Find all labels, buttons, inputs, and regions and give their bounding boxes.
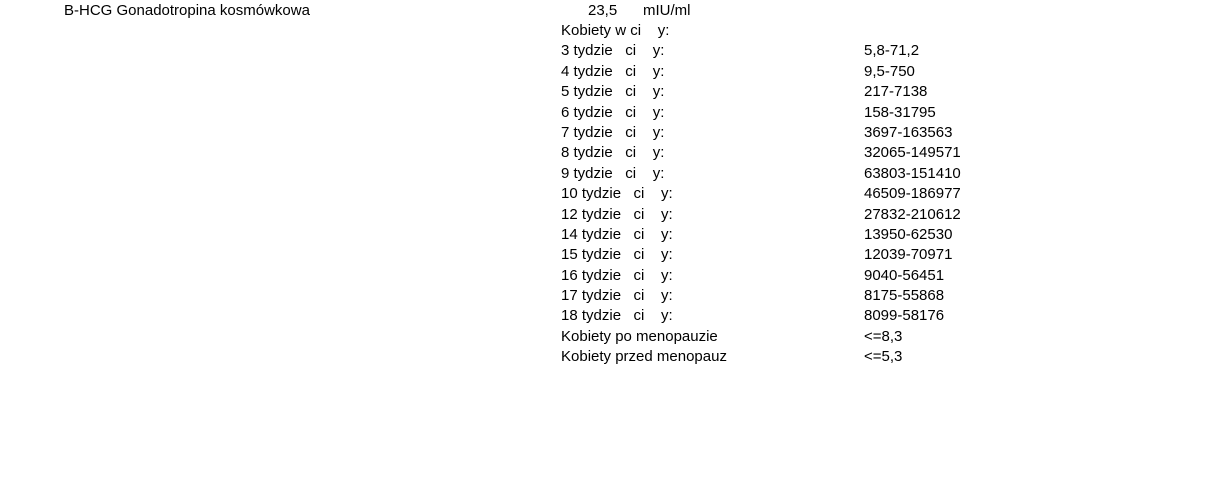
range-value: 12039-70971 bbox=[864, 246, 953, 264]
range-row bbox=[561, 124, 1021, 144]
range-row bbox=[561, 287, 1021, 307]
range-row bbox=[561, 328, 1021, 348]
range-label: 14 tydzie ci y: bbox=[561, 225, 673, 243]
range-row bbox=[561, 42, 1021, 62]
range-row bbox=[561, 206, 1021, 226]
range-value: 46509-186977 bbox=[864, 185, 961, 203]
range-value: 9040-56451 bbox=[864, 266, 945, 284]
range-value: 3697-163563 bbox=[864, 123, 953, 141]
range-value: 63803-151410 bbox=[864, 164, 961, 182]
range-row bbox=[561, 22, 1021, 42]
range-label: 8 tydzie ci y: bbox=[561, 144, 665, 162]
range-value: 13950-62530 bbox=[864, 225, 953, 243]
range-row bbox=[561, 83, 1021, 103]
reference-ranges-list bbox=[561, 22, 1021, 369]
range-label: 5 tydzie ci y: bbox=[561, 83, 665, 101]
range-label: 4 tydzie ci y: bbox=[561, 62, 665, 80]
result-unit: mIU/ml bbox=[643, 2, 691, 19]
result-value: 23,5 bbox=[588, 2, 618, 19]
range-label: Kobiety po menopauzie bbox=[561, 327, 718, 345]
range-label: 7 tydzie ci y: bbox=[561, 123, 665, 141]
range-label: 10 tydzie ci y: bbox=[561, 185, 673, 203]
range-value: 27832-210612 bbox=[864, 205, 961, 223]
range-row bbox=[561, 348, 1021, 368]
range-value: 8099-58176 bbox=[864, 307, 945, 325]
range-label: 12 tydzie ci y: bbox=[561, 205, 673, 223]
range-row bbox=[561, 63, 1021, 83]
range-value: 217-7138 bbox=[864, 83, 928, 101]
range-value: <=5,3 bbox=[864, 348, 903, 366]
range-label: 15 tydzie ci y: bbox=[561, 246, 673, 264]
range-label: 17 tydzie ci y: bbox=[561, 287, 673, 305]
range-row bbox=[561, 144, 1021, 164]
range-label: 6 tydzie ci y: bbox=[561, 103, 665, 121]
range-label: 18 tydzie ci y: bbox=[561, 307, 673, 325]
range-row bbox=[561, 165, 1021, 185]
range-label: Kobiety przed menopauz bbox=[561, 348, 727, 366]
range-value: 8175-55868 bbox=[864, 287, 945, 305]
range-label: Kobiety w ci y: bbox=[561, 22, 670, 39]
range-value: 9,5-750 bbox=[864, 62, 915, 80]
test-name: B-HCG Gonadotropina kosmówkowa bbox=[64, 2, 310, 19]
range-row bbox=[561, 226, 1021, 246]
range-row bbox=[561, 104, 1021, 124]
range-value: 5,8-71,2 bbox=[864, 42, 920, 60]
range-row bbox=[561, 267, 1021, 287]
range-label: 16 tydzie ci y: bbox=[561, 266, 673, 284]
range-value: 32065-149571 bbox=[864, 144, 961, 162]
range-value: <=8,3 bbox=[864, 327, 903, 345]
range-value: 158-31795 bbox=[864, 103, 936, 121]
range-row bbox=[561, 307, 1021, 327]
range-label: 9 tydzie ci y: bbox=[561, 164, 665, 182]
range-label: 3 tydzie ci y: bbox=[561, 42, 665, 60]
range-row bbox=[561, 185, 1021, 205]
range-row bbox=[561, 246, 1021, 266]
